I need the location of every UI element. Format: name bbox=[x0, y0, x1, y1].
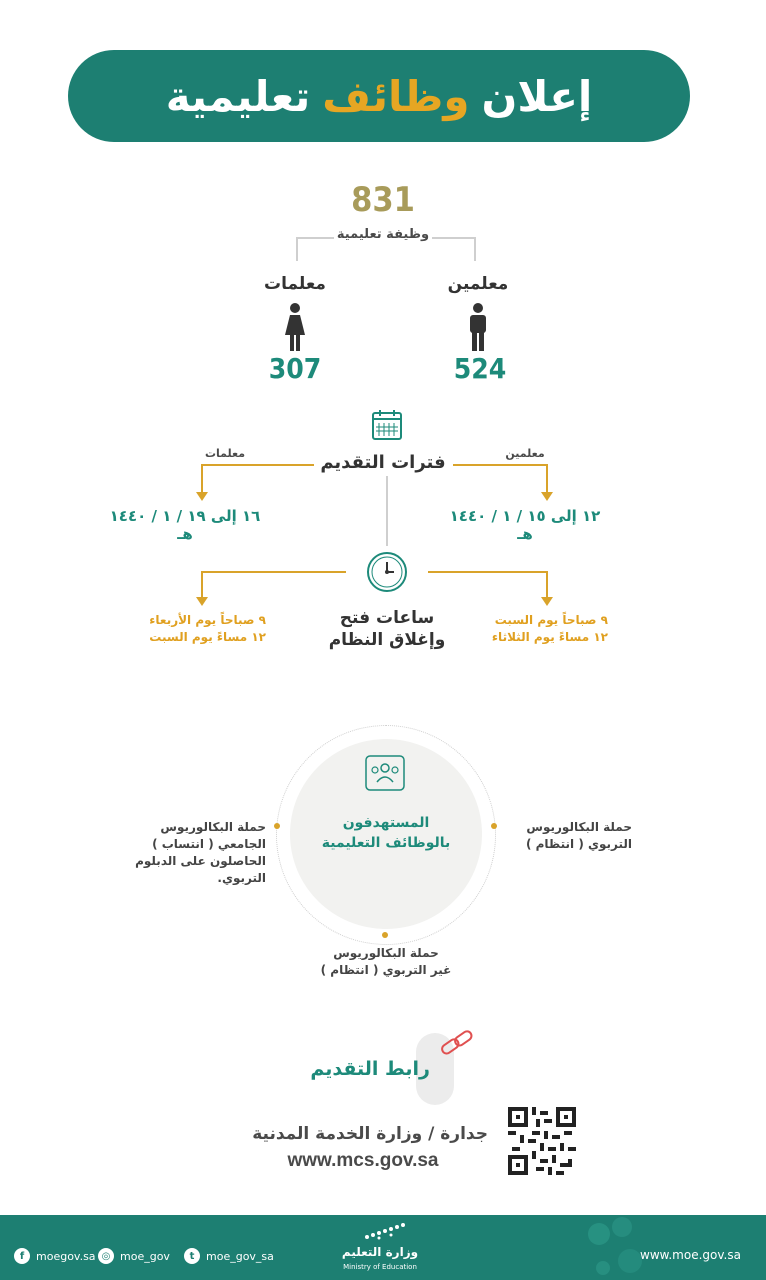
target-title bbox=[300, 813, 472, 853]
footer-instagram[interactable] bbox=[98, 1248, 170, 1264]
target-left-line4: التربوي. bbox=[217, 871, 266, 885]
arrow-down-icon bbox=[541, 492, 553, 501]
male-label: معلمين bbox=[447, 274, 509, 294]
target-title-line1: المستهدفون bbox=[342, 815, 430, 831]
target-bottom-line1: حملة البكالوريوس bbox=[333, 946, 439, 960]
logo-english: Ministry of Education bbox=[343, 1263, 417, 1271]
hours-female bbox=[118, 612, 266, 646]
instagram-handle: moe_gov bbox=[120, 1249, 170, 1263]
title-word-3: تعليمية bbox=[165, 71, 311, 121]
total-number: 831 bbox=[351, 180, 415, 220]
connector bbox=[453, 464, 548, 466]
link-label[interactable]: رابط التقديم bbox=[310, 1058, 430, 1080]
connector bbox=[546, 571, 548, 599]
logo-arabic: وزارة التعليم bbox=[341, 1245, 419, 1259]
connector bbox=[546, 464, 548, 494]
bullet-dot bbox=[274, 823, 280, 829]
female-icon bbox=[283, 303, 307, 351]
instagram-icon: ◎ bbox=[98, 1248, 114, 1264]
link-icon bbox=[438, 1030, 476, 1060]
facebook-icon: f bbox=[14, 1248, 30, 1264]
hours-male bbox=[460, 612, 608, 646]
people-target-icon bbox=[365, 755, 405, 791]
calendar-icon bbox=[371, 409, 403, 441]
footer-bar bbox=[0, 1215, 766, 1280]
footer-facebook[interactable] bbox=[14, 1248, 96, 1264]
header-banner bbox=[68, 50, 690, 142]
link-url[interactable]: www.mcs.gov.sa bbox=[287, 1150, 439, 1171]
hours-title-line2: وإغلاق النظام bbox=[328, 630, 446, 650]
hours-male-line1: ٩ صباحاً يوم السبت bbox=[494, 613, 608, 627]
target-left-line1: حملة البكالوريوس bbox=[160, 820, 266, 834]
twitter-icon: t bbox=[184, 1248, 200, 1264]
application-male-label: معلمين bbox=[505, 447, 545, 460]
connector bbox=[202, 464, 314, 466]
decor-dot bbox=[596, 1261, 610, 1275]
clock-icon bbox=[366, 551, 408, 593]
hours-female-line2: ١٢ مساءً يوم السبت bbox=[149, 630, 266, 644]
target-right-line2: التربوي ( انتظام ) bbox=[525, 837, 632, 851]
bullet-dot bbox=[382, 932, 388, 938]
target-title-line2: بالوظائف التعليمية bbox=[321, 835, 451, 851]
footer-website[interactable]: www.moe.gov.sa bbox=[640, 1248, 741, 1262]
target-left bbox=[114, 819, 266, 887]
target-bottom bbox=[300, 945, 472, 979]
arrow-down-icon bbox=[196, 492, 208, 501]
male-number: 524 bbox=[453, 352, 507, 385]
female-number: 307 bbox=[268, 352, 322, 385]
decor-dot bbox=[588, 1223, 610, 1245]
application-title: فترات التقديم bbox=[320, 452, 446, 473]
bullet-dot bbox=[491, 823, 497, 829]
divider bbox=[474, 237, 476, 261]
facebook-handle: moegov.sa bbox=[36, 1249, 96, 1263]
decor-dot bbox=[612, 1217, 632, 1237]
arrow-down-icon bbox=[541, 597, 553, 606]
ministry-logo-icon bbox=[363, 1223, 409, 1241]
connector bbox=[201, 571, 203, 599]
decor-dot bbox=[618, 1249, 642, 1273]
footer-twitter[interactable] bbox=[184, 1248, 274, 1264]
target-right bbox=[500, 819, 632, 853]
title-word-2: وظائف bbox=[322, 71, 470, 121]
twitter-handle: moe_gov_sa bbox=[206, 1249, 274, 1263]
connector bbox=[428, 571, 548, 573]
female-label: معلمات bbox=[264, 274, 326, 294]
link-line1: جدارة / وزارة الخدمة المدنية bbox=[252, 1124, 488, 1144]
divider bbox=[296, 237, 298, 261]
target-right-line1: حملة البكالوريوس bbox=[526, 820, 632, 834]
male-icon bbox=[466, 303, 490, 351]
application-male-dates: ١٢ إلى ١٥ / ١ / ١٤٤٠ هـ bbox=[449, 507, 601, 543]
application-female-label: معلمات bbox=[204, 447, 246, 460]
arrow-down-icon bbox=[196, 597, 208, 606]
application-female-dates: ١٦ إلى ١٩ / ١ / ١٤٤٠ هـ bbox=[109, 507, 261, 543]
target-bottom-line2: غير التربوي ( انتظام ) bbox=[320, 963, 452, 977]
hours-title bbox=[320, 607, 454, 651]
hours-female-line1: ٩ صباحاً يوم الأربعاء bbox=[149, 613, 266, 627]
target-left-line3: الحاصلون على الدبلوم bbox=[135, 854, 266, 868]
hours-title-line1: ساعات فتح bbox=[339, 608, 435, 628]
connector bbox=[201, 464, 203, 494]
hours-male-line2: ١٢ مساءً يوم الثلاثاء bbox=[491, 630, 608, 644]
connector bbox=[202, 571, 346, 573]
divider bbox=[386, 476, 388, 546]
title-word-1: إعلان bbox=[481, 71, 593, 121]
total-label: وظيفة تعليمية bbox=[336, 227, 430, 242]
qr-code[interactable] bbox=[508, 1107, 576, 1175]
target-left-line2: الجامعي ( انتساب ) bbox=[152, 837, 266, 851]
